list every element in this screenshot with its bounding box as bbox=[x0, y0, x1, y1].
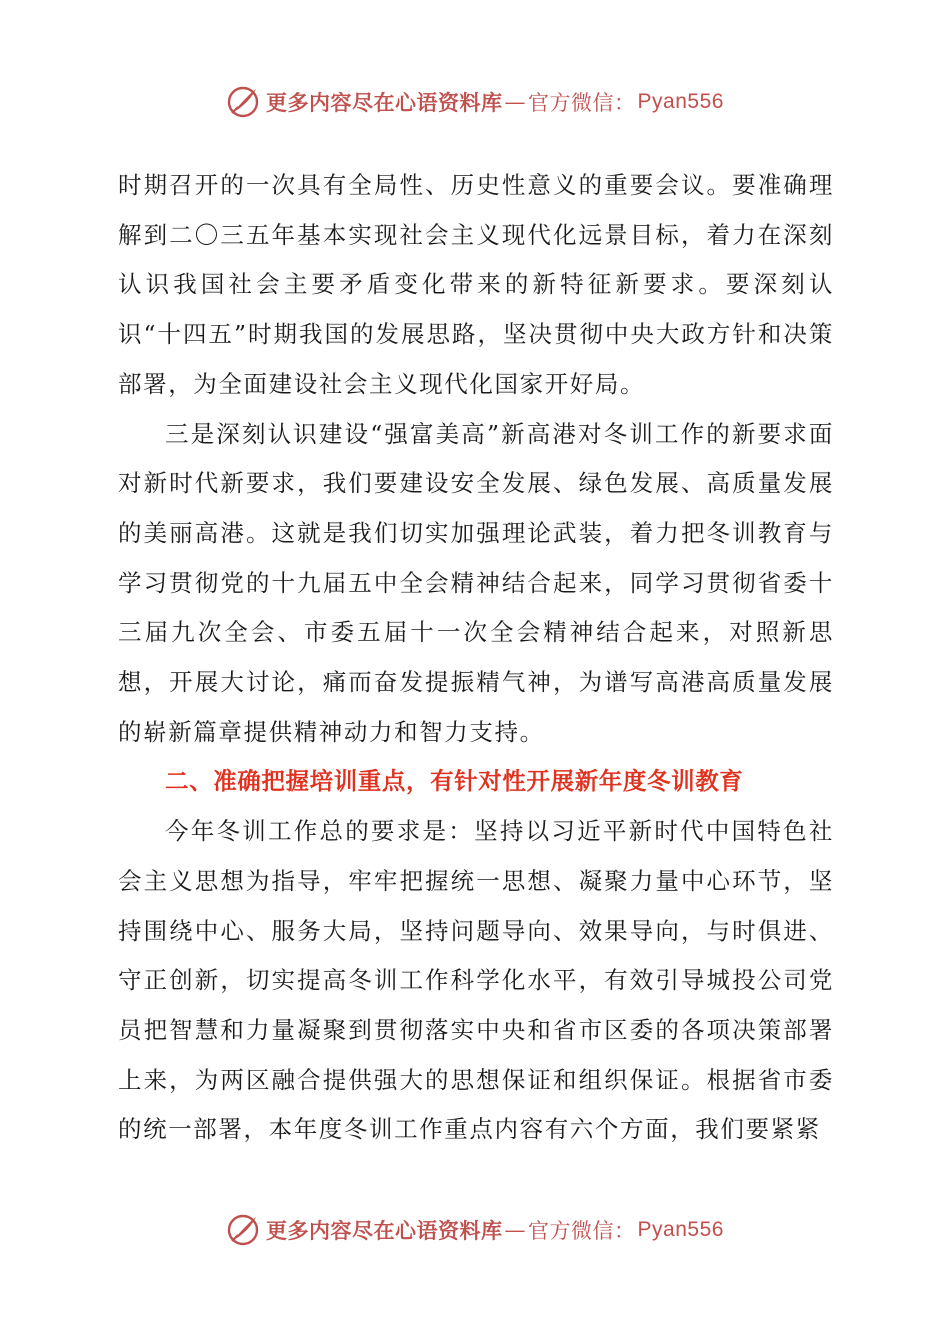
banner-wechat-label: 官方微信： bbox=[528, 91, 636, 115]
section-heading: 二、准确把握培训重点，有针对性开展新年度冬训教育 bbox=[165, 767, 744, 796]
footer-banner-text bbox=[266, 1215, 724, 1245]
banner-slogan: 更多内容尽在心语资料库 bbox=[266, 1218, 503, 1243]
header-banner-text bbox=[266, 87, 724, 117]
paragraph-1: 时期召开的一次具有全局性、历史性意义的重要会议。要准确理解到二〇三五年基本实现社会主义现代化远景目标，着力在深刻认识我国社会主要矛盾变化带来的新特征新要求。要深刻认识“十四五”时期我国的发展思路，坚决贯彻中央大政方针和决策部署，为全面建设社会主义现代化国家开好局。 bbox=[118, 171, 834, 398]
quill-logo-icon bbox=[226, 85, 260, 119]
banner-wechat-id: Pyan556 bbox=[637, 1218, 724, 1241]
banner-dash: — bbox=[504, 90, 527, 114]
banner-wechat-label: 官方微信： bbox=[528, 1219, 636, 1243]
footer-banner bbox=[0, 1205, 950, 1255]
document-body bbox=[118, 161, 834, 1155]
paragraph-3: 今年冬训工作总的要求是：坚持以习近平新时代中国特色社会主义思想为指导，牢牢把握统一思想、凝聚力量中心环节，坚持围绕中心、服务大局，坚持问题导向、效果导向，与时俱进、守正创新，切实提高冬训工作科学化水平，有效引导城投公司党员把智慧和力量凝聚到贯彻落实中央和省市区委的各项决策部署上来，为两区融合提供强大的思想保证和组织保证。根据省市委的统一部署，本年度冬训工作重点内容有六个方面，我们要紧紧 bbox=[118, 817, 834, 1144]
banner-slogan: 更多内容尽在心语资料库 bbox=[266, 90, 503, 115]
banner-dash: — bbox=[504, 1218, 527, 1242]
header-banner bbox=[0, 77, 950, 127]
banner-wechat-id: Pyan556 bbox=[637, 90, 724, 113]
quill-logo-icon bbox=[226, 1213, 260, 1247]
paragraph-2: 三是深刻认识建设“强富美高”新高港对冬训工作的新要求面对新时代新要求，我们要建设安全发展、绿色发展、高质量发展的美丽高港。这就是我们切实加强理论武装，着力把冬训教育与学习贯彻党的十九届五中全会精神结合起来，同学习贯彻省委十三届九次全会、市委五届十一次全会精神结合起来，对照新思想，开展大讨论，痛而奋发提振精气神，为谱写高港高质量发展的崭新篇章提供精神动力和智力支持。 bbox=[118, 419, 834, 746]
